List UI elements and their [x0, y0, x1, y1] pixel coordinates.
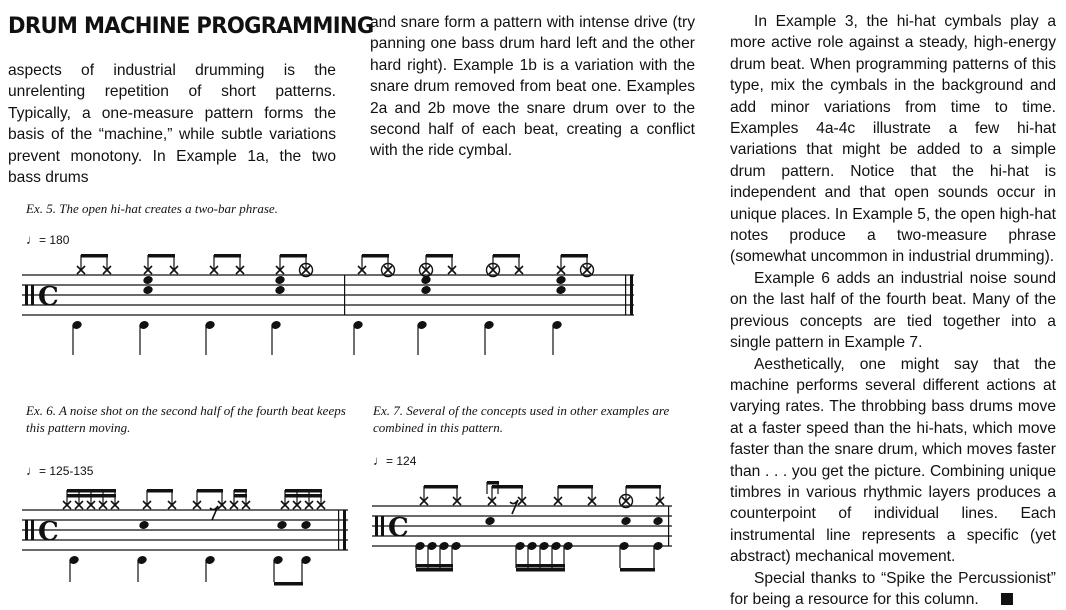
paragraph: Aesthetically, one might say that the machine performs several different actions at varying rates. The throbbing bass drums move at a faster speed than the hi-hats, which move faster than the snare drum, which moves faster than . . . you get the picture. Combining unique timbres in various rhythmic layers produces a counterpoint of individual lines. Each instrumental line represents a specific (yet abstract) mechanical movement.: [730, 355, 1056, 566]
barline: [343, 510, 346, 550]
article-title: DRUM MACHINE PROGRAMMING: [8, 14, 374, 39]
note-beam: [214, 254, 241, 258]
note-beam: [285, 489, 322, 493]
percussion-clef: [381, 516, 384, 536]
note-beam: [280, 254, 307, 258]
note-beam: [516, 564, 565, 568]
snare-note: [274, 275, 286, 285]
barline: [344, 275, 345, 315]
paragraph: In Example 3, the hi-hat cymbals play a more active role against a steady, high-energy drum beat. When programming patterns of this type, mix the cymbals in the background and add minor variations from time to time. Examples 4a-4c illustrate a few hi-hat variations that might be added to a simple drum pattern. Notice that the hi-hat is independent and that open sounds occur in unique places. In Example 5, the open high-hat notes produce a two-measure phrase (somewhat uncommon in industrial drumming).: [730, 13, 1056, 266]
quarter-note-icon: ♩: [26, 232, 39, 247]
snare-note: [300, 520, 312, 530]
note-beam: [362, 254, 389, 258]
ex7-notation: [372, 466, 682, 576]
snare-note: [420, 275, 432, 285]
note-beam: [234, 489, 247, 493]
snare-note: [555, 275, 567, 285]
note-beam: [274, 582, 303, 586]
quarter-note-icon: ♩: [373, 453, 386, 468]
note-beam: [197, 489, 223, 493]
ex5-notation: [22, 245, 662, 355]
snare-note: [274, 285, 286, 295]
text-column-3: [730, 11, 1056, 610]
time-signature: C: [38, 282, 59, 312]
paragraph-final: [730, 568, 1056, 610]
note-beam: [234, 494, 247, 498]
barline: [668, 506, 669, 546]
text-column-1: [8, 60, 336, 188]
tempo-value: = 180: [39, 233, 70, 247]
note-beam: [626, 485, 661, 489]
paragraph: aspects of industrial drumming is the unrelenting repetition of short patterns. Typically, a one-measure pattern forms the basis of the “machine,” while subtle variations prevent monotony. In Example 1a, the two bass drums: [8, 62, 336, 187]
note-beam: [148, 254, 175, 258]
paragraph-text: Special thanks to “Spike the Percussionist” for being a resource for this column.: [730, 569, 1056, 608]
snare-note: [142, 275, 154, 285]
quarter-note-icon: ♩: [26, 463, 39, 478]
text-column-2: [370, 12, 695, 162]
note-beam: [285, 494, 322, 498]
tempo-value: = 124: [386, 454, 417, 468]
percussion-clef: [375, 516, 378, 536]
snare-note: [276, 520, 288, 530]
snare-note: [620, 516, 632, 526]
ex5-caption: Ex. 5. The open hi-hat creates a two-bar phrase.: [26, 201, 278, 216]
ex6-caption: Ex. 6. A noise shot on the second half of the fourth beat keeps this pattern moving.: [26, 403, 346, 435]
paragraph: and snare form a pattern with intense drive (try panning one bass drum hard left and the other hard right). Example 1b is a variation with the snare drum removed from beat one. Examples 2a and 2b move the snare drum over to the second half of each beat, creating a conflict with the ride cymbal.: [370, 14, 695, 160]
note-beam: [493, 254, 520, 258]
note-beam: [67, 489, 116, 493]
note-beam: [516, 568, 565, 572]
note-beam: [561, 254, 588, 258]
percussion-clef: [25, 520, 28, 540]
ex6-notation: [22, 476, 362, 586]
tempo-value: = 125-135: [39, 464, 94, 478]
snare-note: [555, 285, 567, 295]
snare-note: [142, 285, 154, 295]
note-beam: [416, 568, 453, 572]
note-beam: [81, 254, 108, 258]
note-beam: [416, 564, 453, 568]
paragraph: Example 6 adds an industrial noise sound on the last half of the fourth beat. Many of the previous concepts are tied together into a single pattern in Example 7.: [730, 269, 1056, 352]
end-of-article-mark-icon: [1001, 593, 1013, 605]
note-beam: [487, 481, 499, 485]
percussion-clef: [31, 285, 34, 305]
eighth-rest: [210, 506, 218, 520]
note-beam: [492, 485, 523, 489]
snare-note: [138, 520, 150, 530]
eighth-rest: [510, 500, 518, 514]
note-beam: [426, 254, 453, 258]
percussion-clef: [25, 285, 28, 305]
note-beam: [620, 568, 655, 572]
note-beam: [424, 485, 458, 489]
note-beam: [147, 489, 173, 493]
note-beam: [67, 494, 116, 498]
barline: [338, 510, 339, 550]
time-signature: C: [388, 513, 409, 543]
time-signature: C: [38, 517, 59, 547]
snare-note: [484, 516, 496, 526]
snare-note: [420, 285, 432, 295]
percussion-clef: [31, 520, 34, 540]
ex7-caption: Ex. 7. Several of the concepts used in other examples are combined in this pattern.: [373, 403, 670, 435]
barline: [630, 275, 633, 315]
barline: [625, 275, 626, 315]
note-beam: [558, 485, 593, 489]
snare-note: [652, 516, 664, 526]
